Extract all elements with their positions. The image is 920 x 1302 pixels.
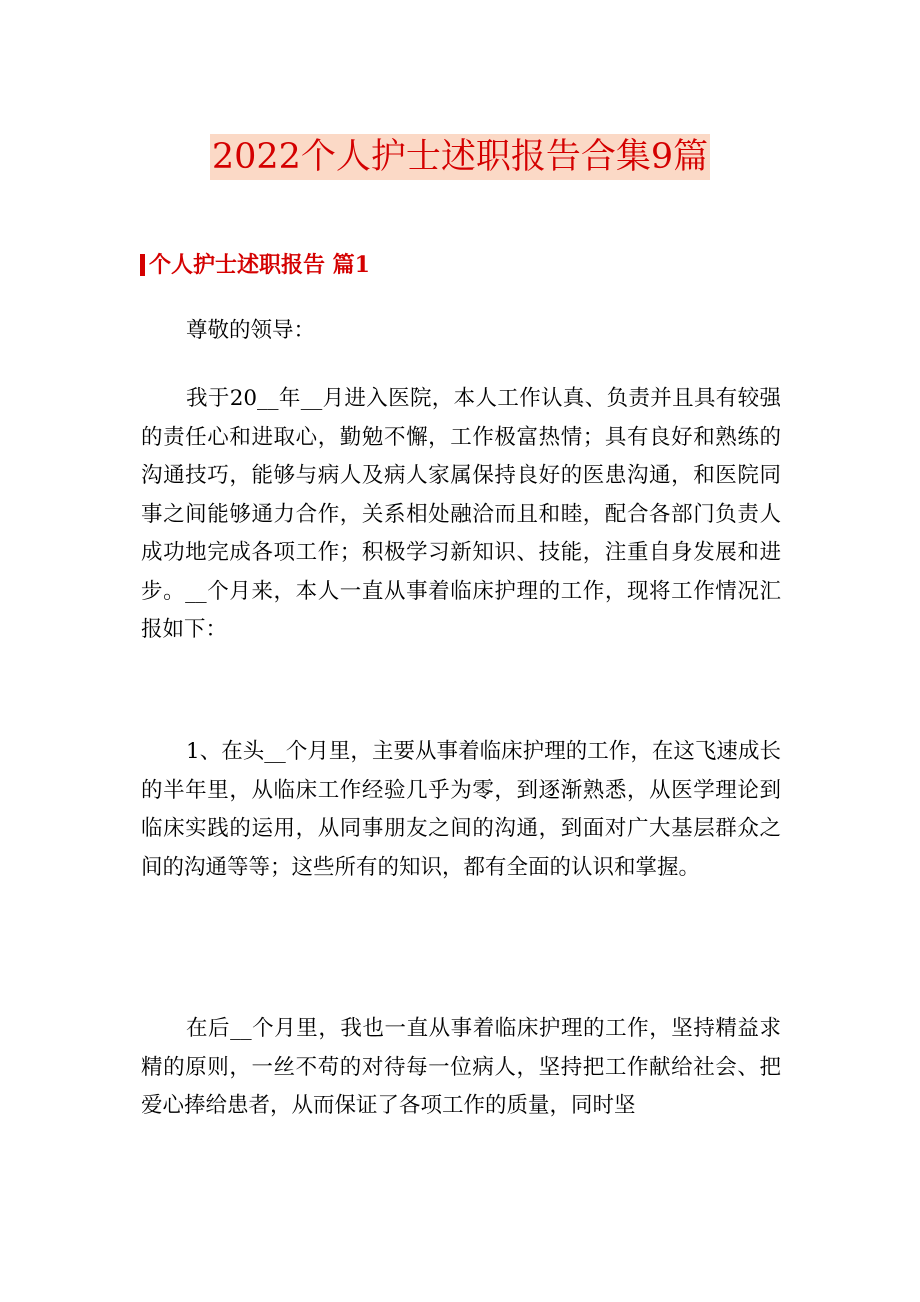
greeting-paragraph: 尊敬的领导： <box>186 318 316 343</box>
heading-marker-bar <box>140 254 145 276</box>
body-paragraph-3: 在后__个月里，我也一直从事着临床护理的工作，坚持精益求精的原则，一丝不苟的对待每一位病人，坚持把工作献给社会、把爱心捧给患者，从而保证了各项工作的质量，同时坚 <box>141 1016 781 1118</box>
section-heading-text: 个人护士述职报告 篇1 <box>149 252 370 278</box>
document-title-text: 2022个人护士述职报告合集9篇 <box>210 134 710 180</box>
document-title <box>0 134 920 180</box>
section-heading <box>140 250 370 280</box>
body-paragraph-1: 我于20__年__月进入医院，本人工作认真、负责并且具有较强的责任心和进取心，勤勉不懈，工作极富热情；具有良好和熟练的沟通技巧，能够与病人及病人家属保持良好的医患沟通，和医院同事之间能够通力合作，关系相处融洽而且和睦，配合各部门负责人成功地完成各项工作；积极学习新知识、技能，注重自身发展和进步。__个月来，本人一直从事着临床护理的工作，现将工作情况汇报如下： <box>141 386 781 642</box>
body-paragraph-2: 1、在头__个月里，主要从事着临床护理的工作，在这飞速成长的半年里，从临床工作经验几乎为零，到逐渐熟悉，从医学理论到临床实践的运用，从同事朋友之间的沟通，到面对广大基层群众之间的沟通等等；这些所有的知识，都有全面的认识和掌握。 <box>141 739 781 880</box>
